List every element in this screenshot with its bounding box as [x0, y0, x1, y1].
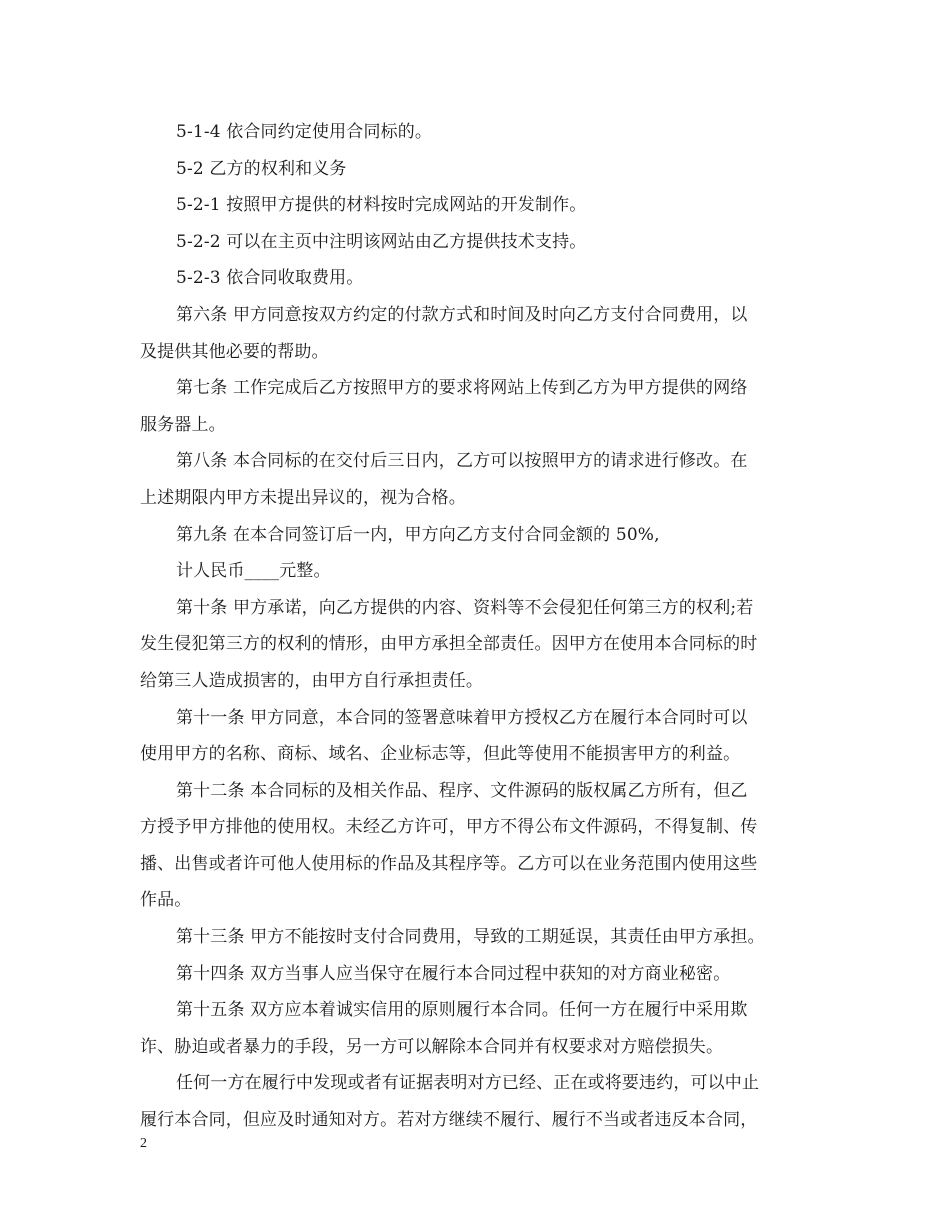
text-line: 5-2-1 按照甲方提供的材料按时完成网站的开发制作。	[176, 195, 587, 216]
text-line: 使用甲方的名称、商标、域名、企业标志等，但此等使用不能损害甲方的利益。	[140, 744, 741, 765]
text-line: 第七条 工作完成后乙方按照甲方的要求将网站上传到乙方为甲方提供的网络	[176, 378, 748, 399]
text-line: 服务器上。	[140, 414, 226, 435]
text-line: 第十三条 甲方不能按时支付合同费用，导致的工期延误，其责任由甲方承担。	[176, 927, 765, 948]
text-line: 给第三人造成损害的，由甲方自行承担责任。	[140, 670, 483, 691]
text-line: 诈、胁迫或者暴力的手段，另一方可以解除本合同并有权要求对方赔偿损失。	[140, 1036, 724, 1057]
document-body	[140, 114, 810, 1139]
text-line: 播、出售或者许可他人使用标的作品及其程序等。乙方可以在业务范围内使用这些	[140, 853, 758, 874]
text-line: 任何一方在履行中发现或者有证据表明对方已经、正在或将要违约，可以中止	[176, 1073, 760, 1094]
text-line: 5-2 乙方的权利和义务	[176, 158, 347, 179]
text-line: 作品。	[140, 890, 192, 911]
text-line: 上述期限内甲方未提出异议的，视为合格。	[140, 487, 466, 508]
text-line: 第十五条 双方应本着诚实信用的原则履行本合同。任何一方在履行中采用欺	[176, 1000, 748, 1021]
text-line: 及提供其他必要的帮助。	[140, 341, 329, 362]
text-line: 第十一条 甲方同意，本合同的签署意味着甲方授权乙方在履行本合同时可以	[176, 707, 748, 728]
text-line: 计人民币____元整。	[176, 561, 331, 582]
text-line: 方授予甲方排他的使用权。未经乙方许可，甲方不得公布文件源码，不得复制、传	[140, 817, 758, 838]
text-line: 5-1-4 依合同约定使用合同标的。	[176, 122, 433, 142]
text-line: 发生侵犯第三方的权利的情形，由甲方承担全部责任。因甲方在使用本合同标的时	[140, 634, 758, 655]
text-line: 5-2-3 依合同收取费用。	[176, 268, 364, 289]
page-number: 2	[140, 1136, 147, 1151]
text-line: 第十条 甲方承诺，向乙方提供的内容、资料等不会侵犯任何第三方的权利;若	[176, 597, 754, 618]
text-line: 第八条 本合同标的在交付后三日内，乙方可以按照甲方的请求进行修改。在	[176, 451, 748, 472]
text-line: 第六条 甲方同意按双方约定的付款方式和时间及时向乙方支付合同费用，以	[176, 304, 748, 325]
text-line: 第十二条 本合同标的及相关作品、程序、文件源码的版权属乙方所有，但乙	[176, 780, 748, 801]
text-line: 第十四条 双方当事人应当保守在履行本合同过程中获知的对方商业秘密。	[176, 963, 731, 984]
text-line: 履行本合同，但应及时通知对方。若对方继续不履行、履行不当或者违反本合同，	[140, 1110, 758, 1131]
text-line: 第九条 在本合同签订后一内，甲方向乙方支付合同金额的 50%,	[176, 524, 660, 545]
text-line: 5-2-2 可以在主页中注明该网站由乙方提供技术支持。	[176, 231, 587, 252]
